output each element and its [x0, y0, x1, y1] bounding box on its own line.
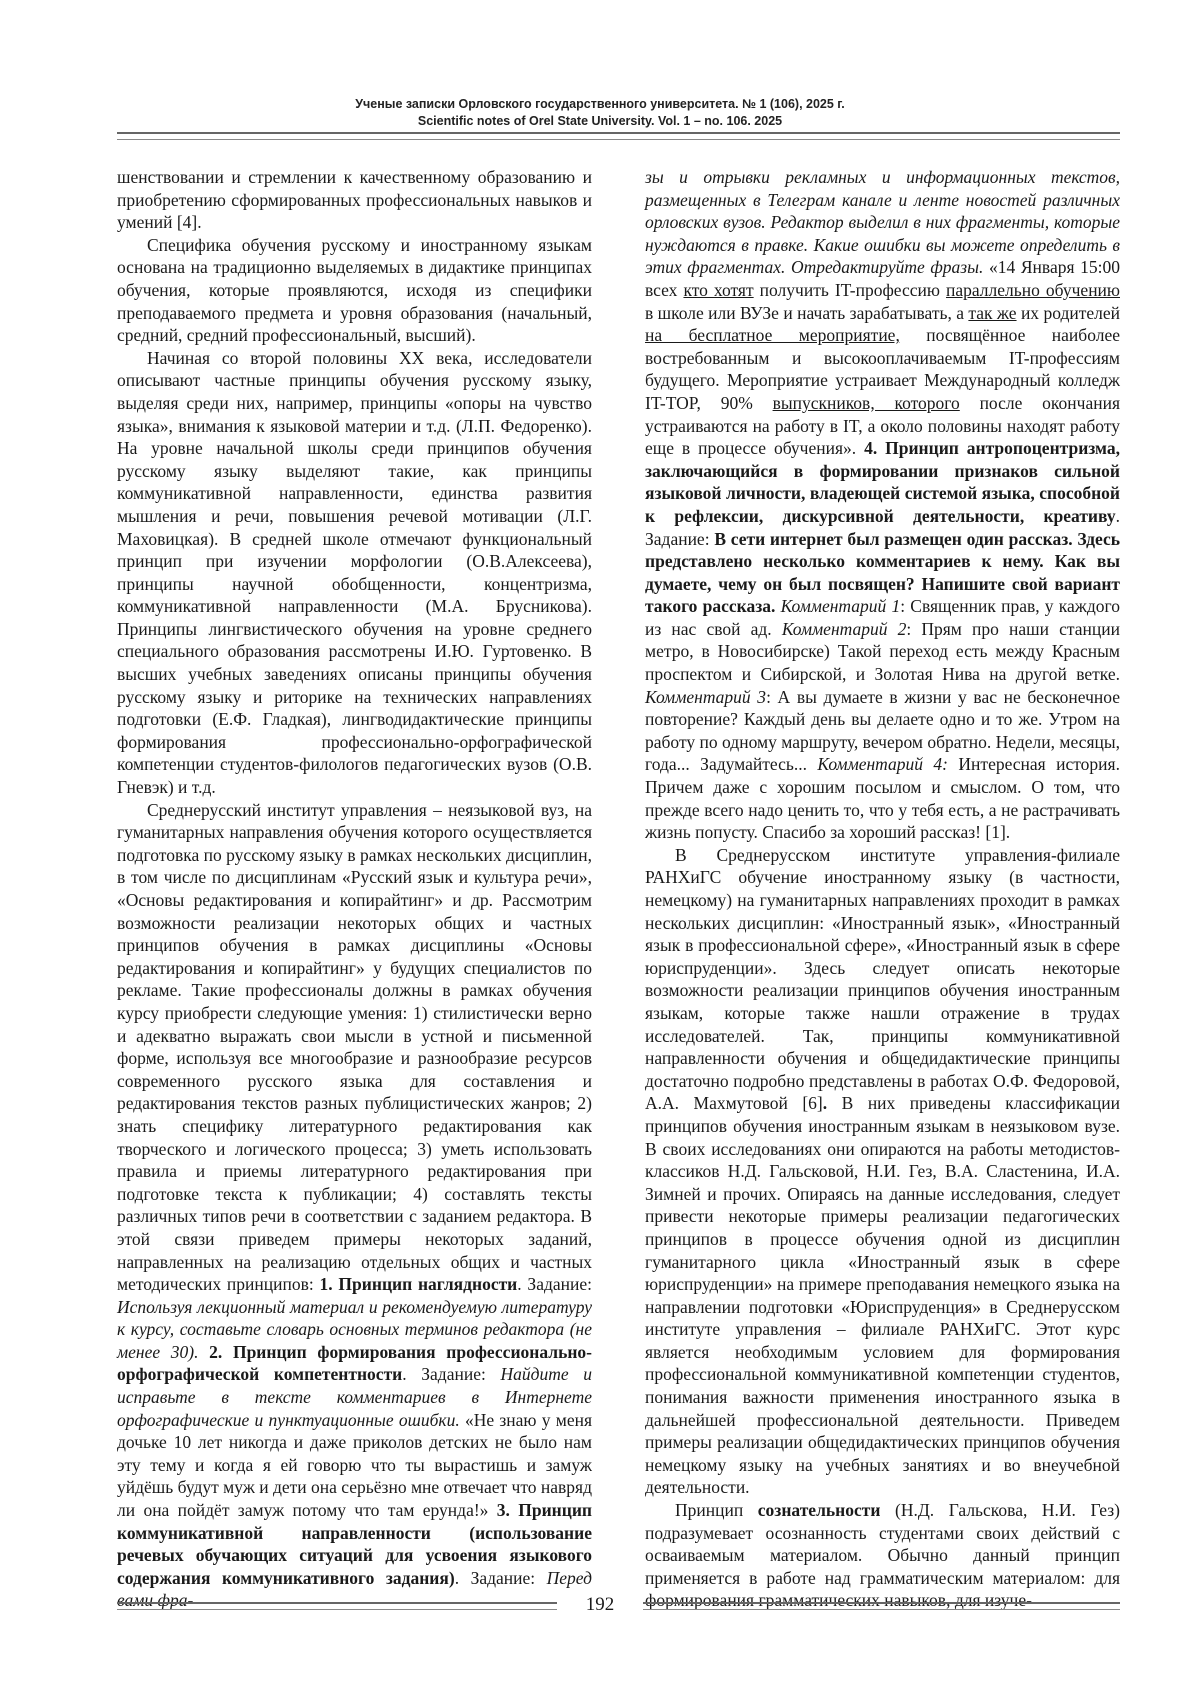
task-text: Перед вами фра- [117, 1567, 592, 1611]
paragraph: шенствовании и стремлении к качественному образованию и приобретению сформированных профессиональных навыков и умений [4]. [117, 167, 592, 233]
page-number: 192 [585, 1594, 615, 1615]
task-text: Используя лекционный материал и рекомендуемую литературу к курсу, составьте словарь основных терминов редактора (не менее 30). [117, 1296, 592, 1362]
paragraph: Принцип сознательности (Н.Д. Гальскова, Н.И. Гез) подразумевает осознанность студентами своих действий с осваиваемым материалом. Обычно данный принцип применяется в работе над грамматическим материалом: для формирования грамматических навыков, для изуче- [645, 1500, 1120, 1611]
principle-2: 2. Принцип формирования профессионально-орфографической компетентности [117, 1341, 592, 1385]
left-column [117, 166, 592, 1612]
principle-1: 1. Принцип наглядности [319, 1274, 518, 1295]
principle-consciousness: сознательности [757, 1500, 881, 1521]
task-text: В сети интернет был размещен один рассказ. Здесь представлено несколько комментариев к нему. Как вы думаете, чему он был посвящен? Напишите свой вариант такого рассказа. [645, 528, 1120, 617]
header-rule-thin [117, 139, 1120, 140]
principle-4: 4. Принцип антропоцентризма, заключающийся в формировании признаков сильной языковой личности, владеющей системой языка, способной к рефлексии, дискурсивной деятельности, креативу [645, 438, 1120, 526]
paragraph: Среднерусский институт управления – неязыковой вуз, на гуманитарных направления обучения которого осуществляется подготовка по русскому языку в рамках нескольких дисциплин, в том числе по дисциплинам «Русский язык и культура речи», «Основы редактирования и копирайтинг» и др. Рассмотрим возможности реализации некоторых общих и частных принципов обучения в рамках дисциплины «Основы редактирования и копирайтинг» у будущих специалистов по рекламе. Такие профессионалы должны в рамках обучения курсу приобрести следующие умения: 1) стилистически верно и адекватно выражать свои мысли в устной и письменной форме, используя все многообразие и разнообразие ресурсов современного русского языка для составления и редактирования текстов разных публицистических жанров; 2) знать специфику литературного редактирования как творческого и логического процесса; 3) уметь использовать правила и приемы литературного редактирования при подготовке текста к публикации; 4) составлять тексты различных типов речи в соответствии с заданием редактора. В этой связи приведем примеры некоторых заданий, направленных на реализацию отдельных общих и частных методических принципов: 1. Принцип наглядности. Задание: Используя лекционный материал и рекомендуемую литературу к курсу, составьте словарь основных терминов редактора (не менее 30). 2. Принцип формирования профессионально-орфографической компетентности. Задание: Найдите и исправьте в тексте комментариев в Интернете орфографические и пунктуационные ошибки. «Не знаю у меня дочьке 10 лет никогда и даже приколов детских не было нам эту тему и когда я ей говорю что ты вырастишь и замуж уйдёшь будут муж и дети она серьёзно мне отвечает что навряд ли она пойдёт замуж потому что там ерунда!» 3. Принцип коммуникативной направленности (использование речевых обучающих ситуаций для усвоения языкового содержания коммуникативного задания). Задание: Перед вами фра- [117, 799, 593, 1611]
paragraph: Начиная со второй половины XX века, исследователи описывают частные принципы обучения русскому языку, выделяя среди них, например, принципы «опоры на чувство языка», внимания к языковой материи и т.д. (Л.П. Федоренко). На уровне начальной школы среди принципов обучения русскому языку выделяют такие, как принципы коммуникативной направленности, единства развития мышления и речи, повышения речевой мотивации (Л.Г. Маховицкая). В средней школе отмечают функциональный принцип при изучении морфологии (О.В.Алексеева), принципы научной обобщенности, концентризма, коммуникативной направленности (М.А. Брусникова). Принципы лингвистического обучения на уровне среднего специального образования рассмотрены И.Ю. Гуртовенко. В высших учебных заведениях описаны принципы обучения русскому языку и риторике на технических направлениях подготовки (Е.Ф. Гладкая), лингводидактические принципы формирования профессионально-орфографической компетенции студентов-филологов педагогических вузов (О.В. Гневэк) и т.д. [117, 347, 592, 798]
header-rule-thick [117, 132, 1120, 134]
footer-rule-right [643, 1602, 1120, 1604]
task-text: Найдите и исправьте в тексте комментариев в Интернете орфографические и пунктуационные ошибки. [117, 1364, 592, 1430]
right-column [645, 166, 1120, 1612]
journal-header [0, 96, 1200, 130]
footer-rule-left [117, 1602, 557, 1604]
paragraph: зы и отрывки рекламных и информационных текстов, размещенных в Телеграм канале и ленте новостей различных орловских вузов. Редактор выделил в них фрагменты, которые нуждаются в правке. Какие ошибки вы можете определить в этих фрагментах. Отредактируйте фразы. «14 Января 15:00 всех кто хотят получить IT-профессию параллельно обучению в школе или ВУЗе и начать зарабатывать, а так же их родителей на бесплатное мероприятие, посвящённое наиболее востребованным и высокооплачиваемым IT-профессиям будущего. Мероприятие устраивает Международный колледж IT-TOP, 90% выпускников, которого после окончания устраиваются на работу в IT, а около половины находят работу еще в процессе обучения». 4. Принцип антропоцентризма, заключающийся в формировании признаков сильной языковой личности, владеющей системой языка, способной к рефлексии, дискурсивной деятельности, креативу. Задание: В сети интернет был размещен один рассказ. Здесь представлено несколько комментариев к нему. Как вы думаете, чему он был посвящен? Напишите свой вариант такого рассказа. Комментарий 1: Священник прав, у каждого из нас свой ад. Комментарий 2: Прям про наши станции метро, в Новосибирске) Такой переход есть между Красным проспектом и Сибирской, и Золотая Нива на другой ветке. Комментарий 3: А вы думаете в жизни у вас не бесконечное повторение? Каждый день вы делаете одно и то же. Утром на работу по одному маршруту, вечером обратно. Недели, месяцы, года... Задумайтесь... Комментарий 4: Интересная история. Причем даже с хорошим посылом и смыслом. О том, что прежде всего надо ценить то, что у тебя есть, а не растрачивать жизнь попусту. Спасибо за хороший рассказ! [1]. [645, 167, 1121, 843]
journal-title-en: Scientific notes of Orel State University. Vol. 1 – no. 106. 2025 [417, 114, 783, 128]
paragraph: В Среднерусском институте управления-филиале РАНХиГС обучение иностранному языку (в частности, немецкому) на гуманитарных направлениях проходит в рамках нескольких дисциплин: «Иностранный язык», «Иностранный язык в профессиональной сфере», «Иностранный язык в сфере юриспруденции». Здесь следует описать некоторые возможности реализации принципов обучения иностранным языкам, которые также нашли отражение в трудах исследователей. Так, принципы коммуникативной направленности обучения и общедидактические принципы достаточно подробно представлены в работах О.Ф. Федоровой, А.А. Махмутовой [6]. В них приведены классификации принципов обучения иностранным языкам в неязыковом вузе. В своих исследованиях они опираются на работы методистов-классиков Н.Д. Гальсковой, Н.И. Гез, В.А. Сластенина, И.А. Зимней и прочих. Опираясь на данные исследования, следует привести некоторые примеры реализации педагогических принципов в процессе обучения одной из дисциплин гуманитарного цикла «Иностранный язык в сфере юриспруденции» на примере преподавания немецкого языка на направлении подготовки «Юриспруденция» в Среднерусском институте управления – филиале РАНХиГС. Этот курс является необходимым условием для формирования профессиональной коммуникативной компетенции студентов, понимания важности применения иностранного языка в дальнейшей профессиональной деятельности. Приведем примеры реализации общедидактических принципов обучения немецкому языку на учебных занятиях и во внеучебной деятельности. [645, 844, 1120, 1498]
principle-3: 3. Принцип коммуникативной направленности (использование речевых обучающих ситуаций для усвоения языкового содержания коммуникативного задания) [117, 1500, 592, 1588]
paragraph: Специфика обучения русскому и иностранному языкам основана на традиционно выделяемых в дидактике принципах обучения, которые проявляются, исходя из специфики преподаваемого предмета и уровня образования (начальный, средний, средний профессиональный, высший). [117, 234, 592, 346]
journal-title-ru: Ученые записки Орловского государственного университета. № 1 (106), 2025 г. [355, 97, 845, 111]
footer-rule-right-thin [643, 1609, 1120, 1610]
footer-rule-left-thin [117, 1609, 557, 1610]
